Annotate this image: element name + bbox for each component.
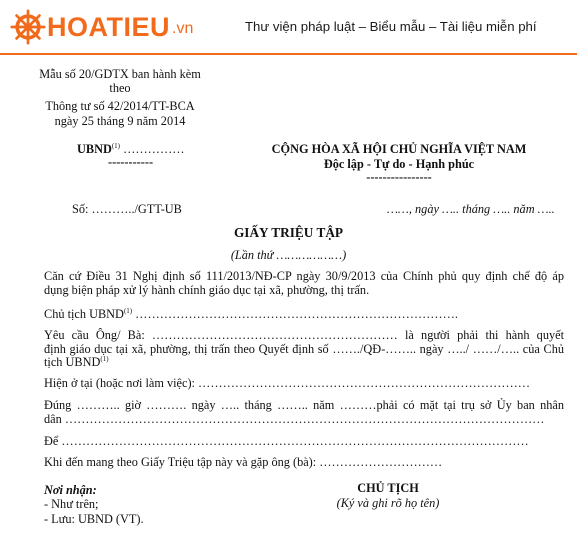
purpose-line: Để …………………………………………………………………………………………………… [44, 434, 529, 448]
chairman-dots: ……………………………………………………………………. [132, 307, 458, 321]
issuer-dots: …………… [120, 142, 185, 156]
ship-wheel-icon [10, 9, 46, 45]
issuer-footnote: (1) [111, 141, 121, 150]
time-line-2: dân ……………………………………………………………………………………………………… [44, 412, 545, 426]
legal-basis-line-1: Căn cứ Điều 31 Nghị định số 111/2013/NĐ-CP ngày 30/9/2013 của Chính phủ quy định chế độ áp [44, 269, 564, 283]
site-logo[interactable] [10, 7, 193, 47]
request-line-3-text: tịch UBND [44, 355, 101, 369]
document-title: GIẤY TRIỆU TẬP [233, 225, 344, 240]
motto-underline: ---------------- [366, 170, 432, 184]
document-number: Số: ………../GTT-UB [72, 202, 182, 216]
header-divider [0, 53, 577, 55]
request-line-3 [44, 355, 109, 370]
recipient-item-2: - Lưu: UBND (VT). [44, 512, 144, 526]
signature-title: CHỦ TỊCH [357, 481, 419, 495]
recipients-label: Nơi nhận: [44, 483, 97, 497]
date-place: ……, ngày ….. tháng ….. năm ….. [387, 202, 555, 216]
request-line-1: Yêu cầu Ông/ Bà: …………………………………………………… là người phải thi hành quyết [44, 328, 564, 342]
logo-domain: .vn [172, 20, 194, 37]
form-ref-line-4: ngày 25 tháng 9 năm 2014 [54, 114, 186, 128]
site-tagline: Thư viện pháp luật – Biểu mẫu – Tài liệu miễn phí [245, 19, 537, 34]
request-line-2: định giáo dục tại xã, phường, thị trấn theo Quyết định số ……./QĐ-…….. ngày …../ ……/….. của Chủ [44, 342, 564, 356]
signature-note: (Ký và ghi rõ họ tên) [336, 496, 440, 510]
chairman-footnote: (1) [123, 306, 133, 315]
document-subtitle: (Lần thứ ………………) [230, 248, 347, 262]
form-ref-line-1: Mẫu số 20/GDTX ban hành kèm [39, 67, 201, 81]
time-line-1: Đúng ……….. giờ ………. ngày ….. tháng …….. năm ………phải có mặt tại trụ sở Ủy ban nhân [44, 398, 564, 412]
logo-text: HOATIEU [47, 11, 170, 42]
form-ref-line-3: Thông tư số 42/2014/TT-BCA [45, 99, 195, 113]
issuer-underline: ----------- [108, 155, 154, 169]
chairman-label: Chủ tịch UBND [44, 307, 124, 321]
motto-slogan: Độc lập - Tự do - Hạnh phúc [323, 157, 475, 171]
request-footnote: (1) [100, 354, 109, 363]
country-name: CỘNG HÒA XÃ HỘI CHỦ NGHĨA VIỆT NAM [271, 142, 527, 156]
form-ref-line-2: theo [109, 81, 131, 95]
bring-line: Khi đến mang theo Giấy Triệu tập này và gặp ông (bà): ………………………… [44, 455, 443, 469]
residence-line: Hiện ở tại (hoặc nơi làm việc): ……………………………………………………………………… [44, 376, 531, 390]
recipient-item-1: - Như trên; [44, 497, 99, 511]
issuer-label: UBND [77, 142, 112, 156]
chairman-line [44, 307, 458, 322]
legal-basis-line-2: dụng biện pháp xử lý hành chính giáo dục tại xã, phường, thị trấn. [44, 283, 370, 297]
